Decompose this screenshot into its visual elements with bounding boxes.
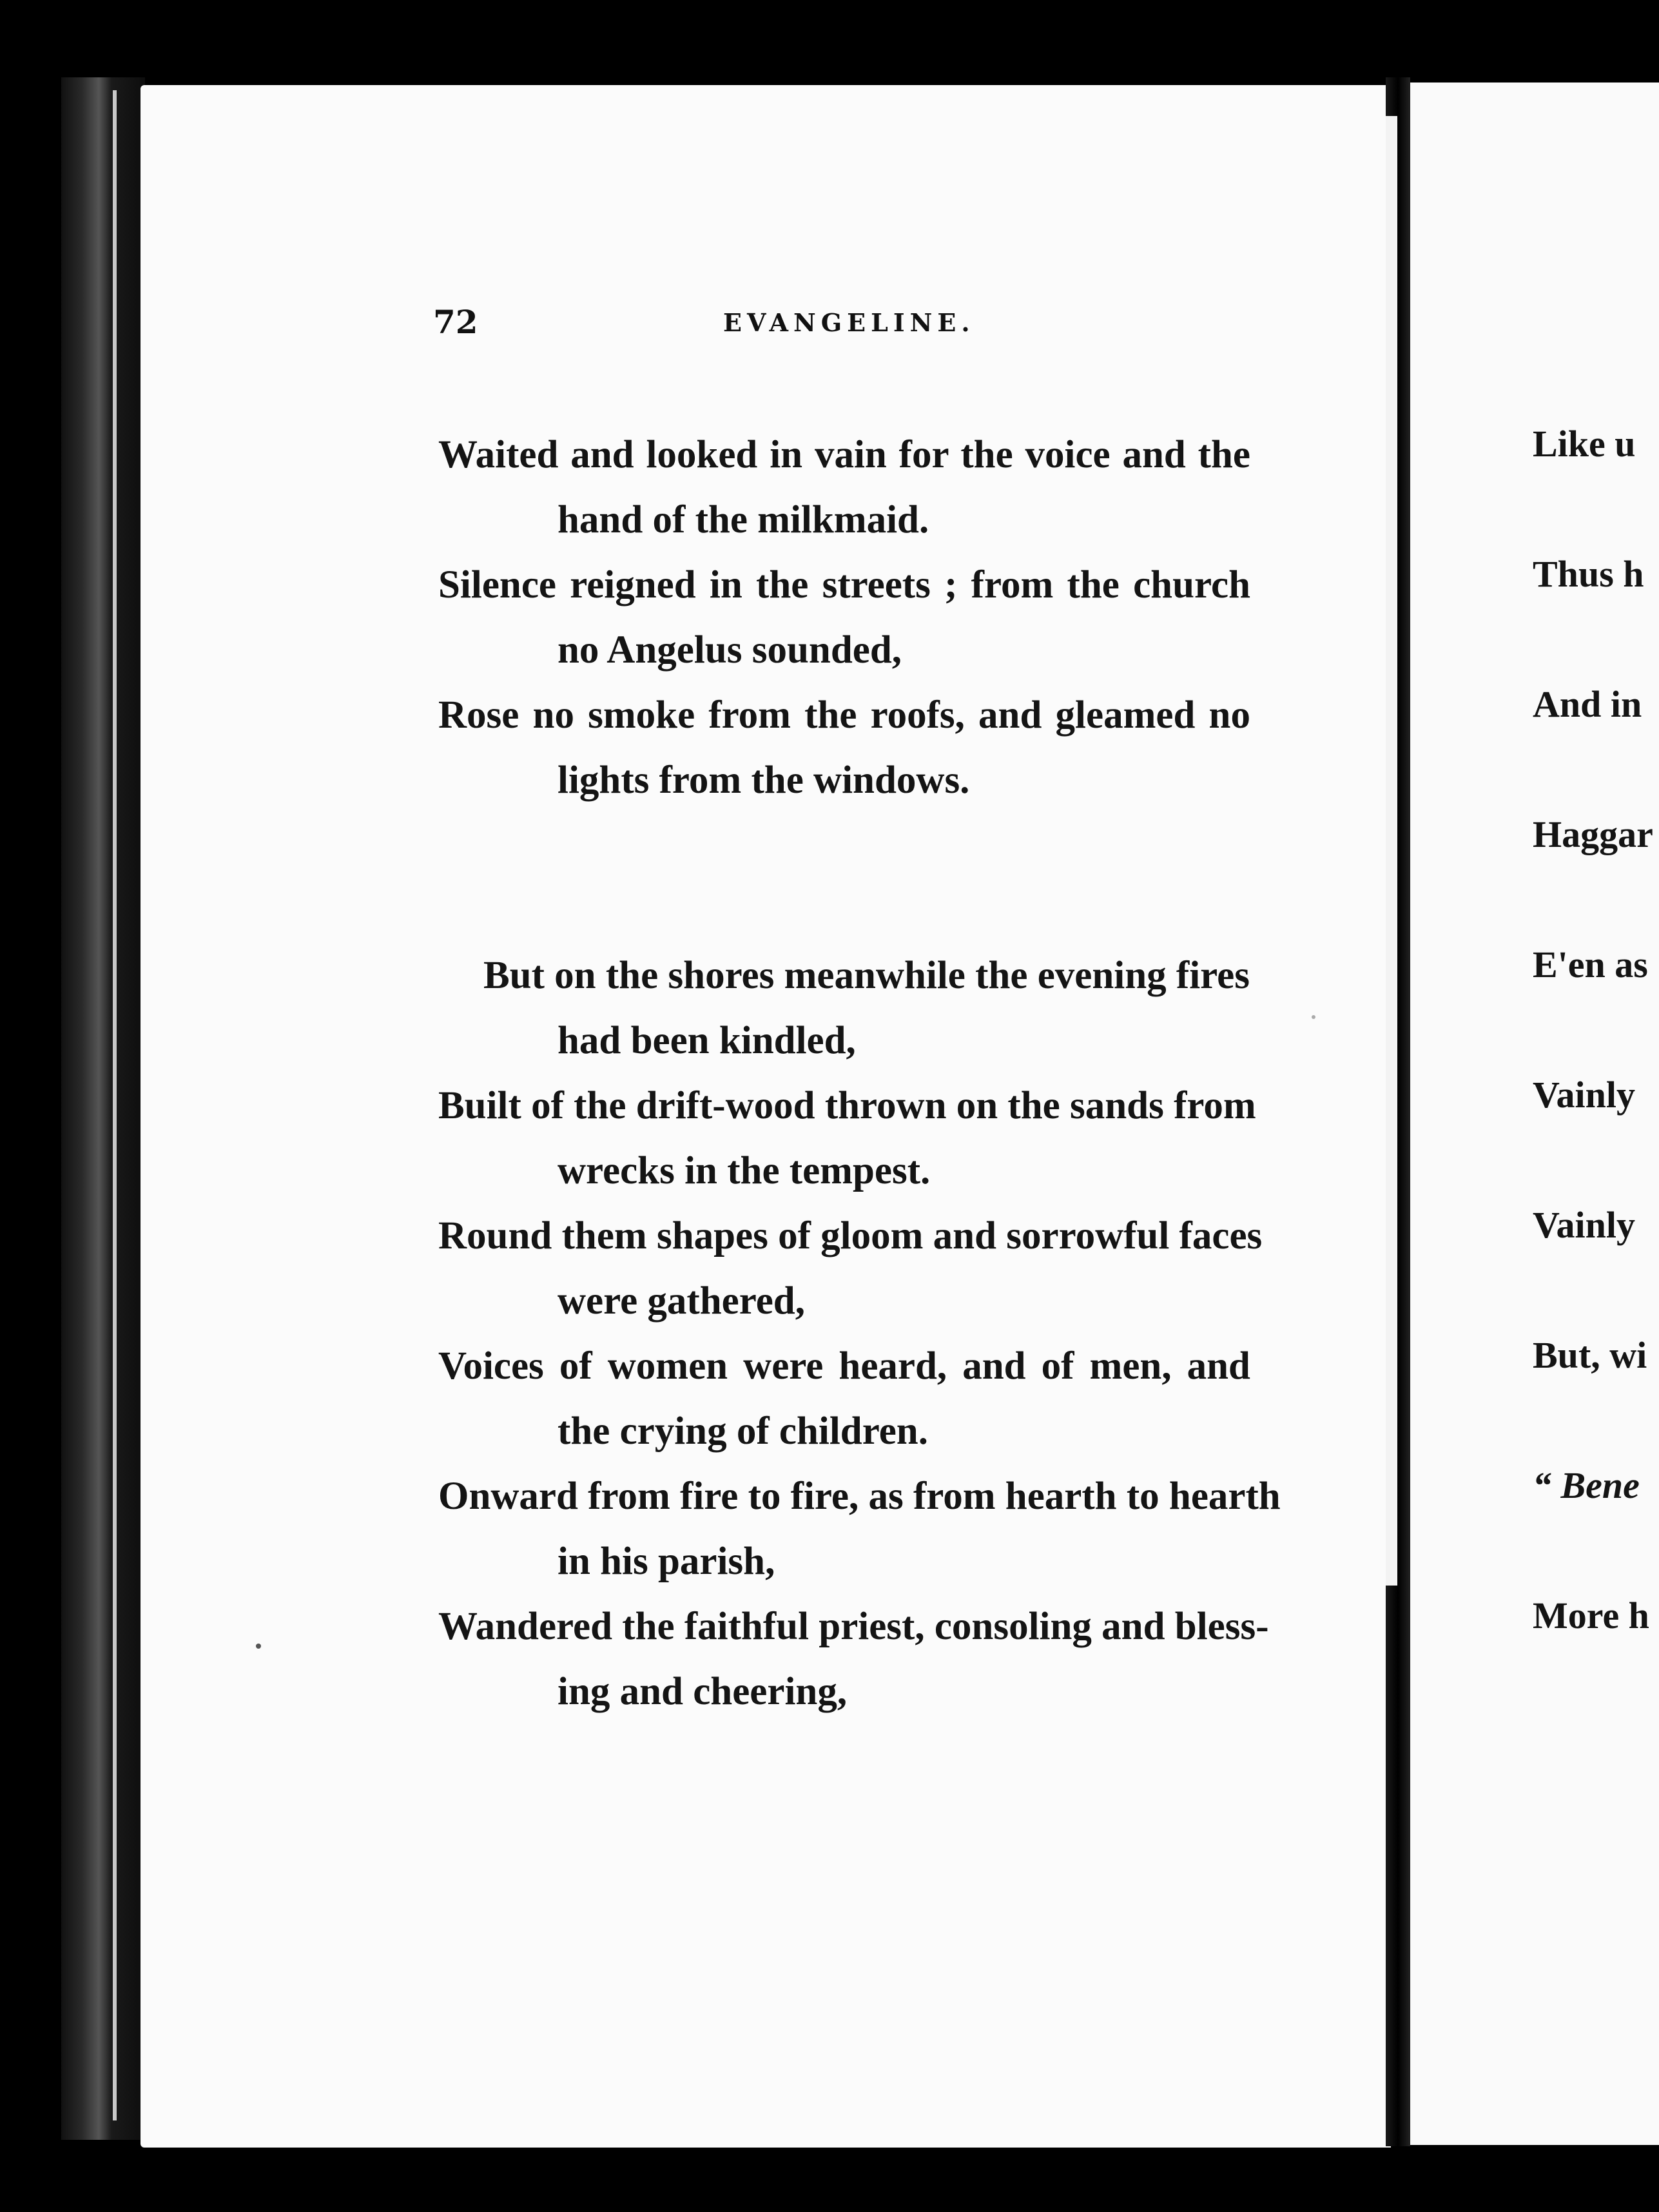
- facing-page-line: Vainly: [1533, 1074, 1636, 1116]
- binding-highlight: [113, 90, 117, 2120]
- verse-line-continuation: no Angelus sounded,: [558, 628, 902, 672]
- verse-line: Round them shapes of gloom and sorrowful faces: [438, 1214, 1263, 1257]
- facing-page-line: Like u: [1533, 423, 1636, 465]
- facing-page-line: Thus h: [1533, 553, 1644, 595]
- book-binding-edge: [61, 77, 145, 2140]
- verse-line: Built of the drift-wood thrown on the sands from: [438, 1084, 1256, 1127]
- facing-page-line: Haggar: [1533, 813, 1653, 855]
- stanza-break: [438, 813, 1276, 943]
- print-speck: [256, 1644, 261, 1649]
- verse-line-continuation: were gathered,: [558, 1279, 805, 1323]
- page-number: 72: [433, 303, 478, 341]
- facing-page-line: And in: [1533, 683, 1642, 725]
- verse-line-continuation: hand of the milkmaid.: [558, 498, 929, 541]
- verse-line: Onward from fire to fire, as from hearth to hearth: [438, 1475, 1281, 1518]
- verse-line-continuation: had been kindled,: [558, 1019, 856, 1062]
- running-head: [433, 303, 1271, 348]
- facing-page-line: Vainly: [1533, 1204, 1636, 1246]
- print-speck: [1312, 1015, 1315, 1019]
- gutter-page-edge: [1386, 116, 1397, 1586]
- facing-page-line: But, wi: [1533, 1334, 1647, 1376]
- running-title: EVANGELINE.: [723, 308, 975, 337]
- verse-line: Rose no smoke from the roofs, and gleamed no: [438, 694, 1250, 737]
- facing-page-line: “ Bene: [1533, 1464, 1640, 1506]
- verse-line-stanza-start: But on the shores meanwhile the evening fires: [483, 954, 1250, 997]
- verse-line: Voices of women were heard, and of men, and: [438, 1344, 1250, 1388]
- verse-line-continuation: the crying of children.: [558, 1410, 928, 1453]
- verse-line: Waited and looked in vain for the voice and the: [438, 433, 1250, 476]
- verse-line: Wandered the faithful priest, consoling and bless-: [438, 1605, 1269, 1648]
- verse-line-continuation: ing and cheering,: [558, 1670, 848, 1713]
- poem-text: [438, 422, 1281, 1724]
- facing-page-line: E'en as: [1533, 944, 1648, 985]
- verse-line: Silence reigned in the streets ; from the church: [438, 563, 1250, 606]
- facing-page-line: More h: [1533, 1595, 1649, 1636]
- verse-line-continuation: lights from the windows.: [558, 759, 970, 802]
- verse-line-continuation: in his parish,: [558, 1540, 775, 1583]
- verse-line-continuation: wrecks in the tempest.: [558, 1149, 931, 1192]
